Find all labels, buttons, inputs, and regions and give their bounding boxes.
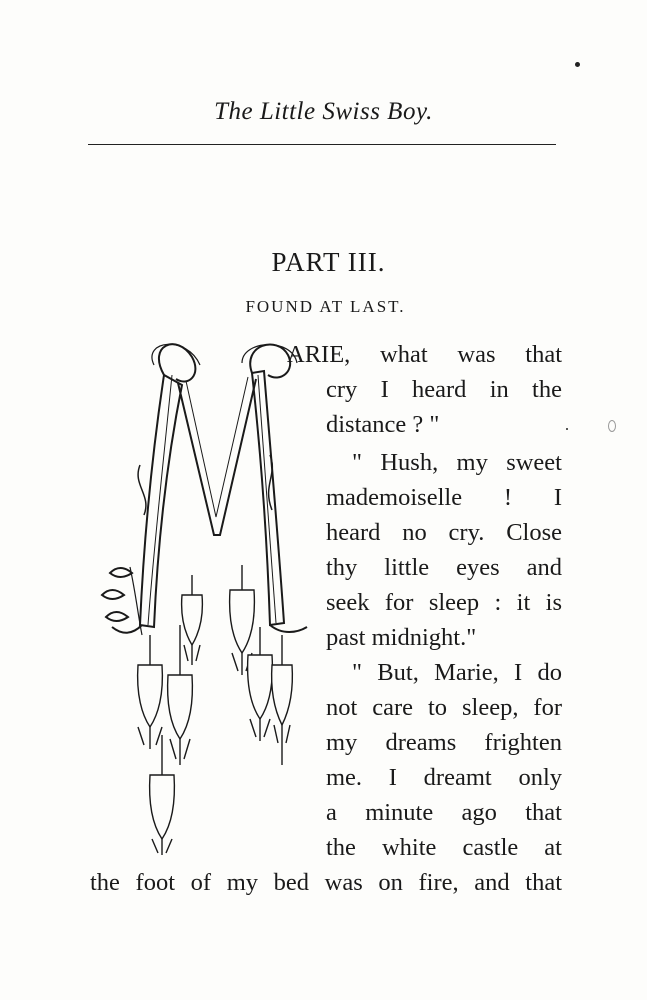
running-head: The Little Swiss Boy.	[214, 98, 433, 125]
text-line-6: heard no cry. Close	[326, 519, 562, 546]
text-line-12: my dreams frighten	[326, 729, 562, 756]
text-line-11: not care to sleep, for	[326, 694, 562, 721]
drop-cap-illustration	[92, 335, 322, 855]
text-line-4: " Hush, my sweet	[352, 449, 562, 476]
part-title: PART III.	[271, 247, 386, 277]
text-line-5: mademoiselle ! I	[326, 484, 562, 511]
text-line-10: " But, Marie, I do	[352, 659, 562, 686]
text-line-14: a minute ago that	[326, 799, 562, 826]
text-line-8: seek for sleep : it is	[326, 589, 562, 616]
text-line-7: thy little eyes and	[326, 554, 562, 581]
text-line-13: me. I dreamt only	[326, 764, 562, 791]
chapter-subtitle: FOUND AT LAST.	[245, 297, 406, 316]
text-line-2: cry I heard in the	[326, 376, 562, 403]
text-line-16: the foot of my bed was on fire, and that	[90, 869, 562, 896]
text-line-9: past midnight."	[326, 624, 477, 651]
text-line-15: the white castle at	[326, 834, 562, 861]
header-rule	[88, 144, 556, 145]
text-line-1: ARIE, what was that	[287, 341, 562, 368]
text-line-3: distance ? "	[326, 411, 440, 438]
